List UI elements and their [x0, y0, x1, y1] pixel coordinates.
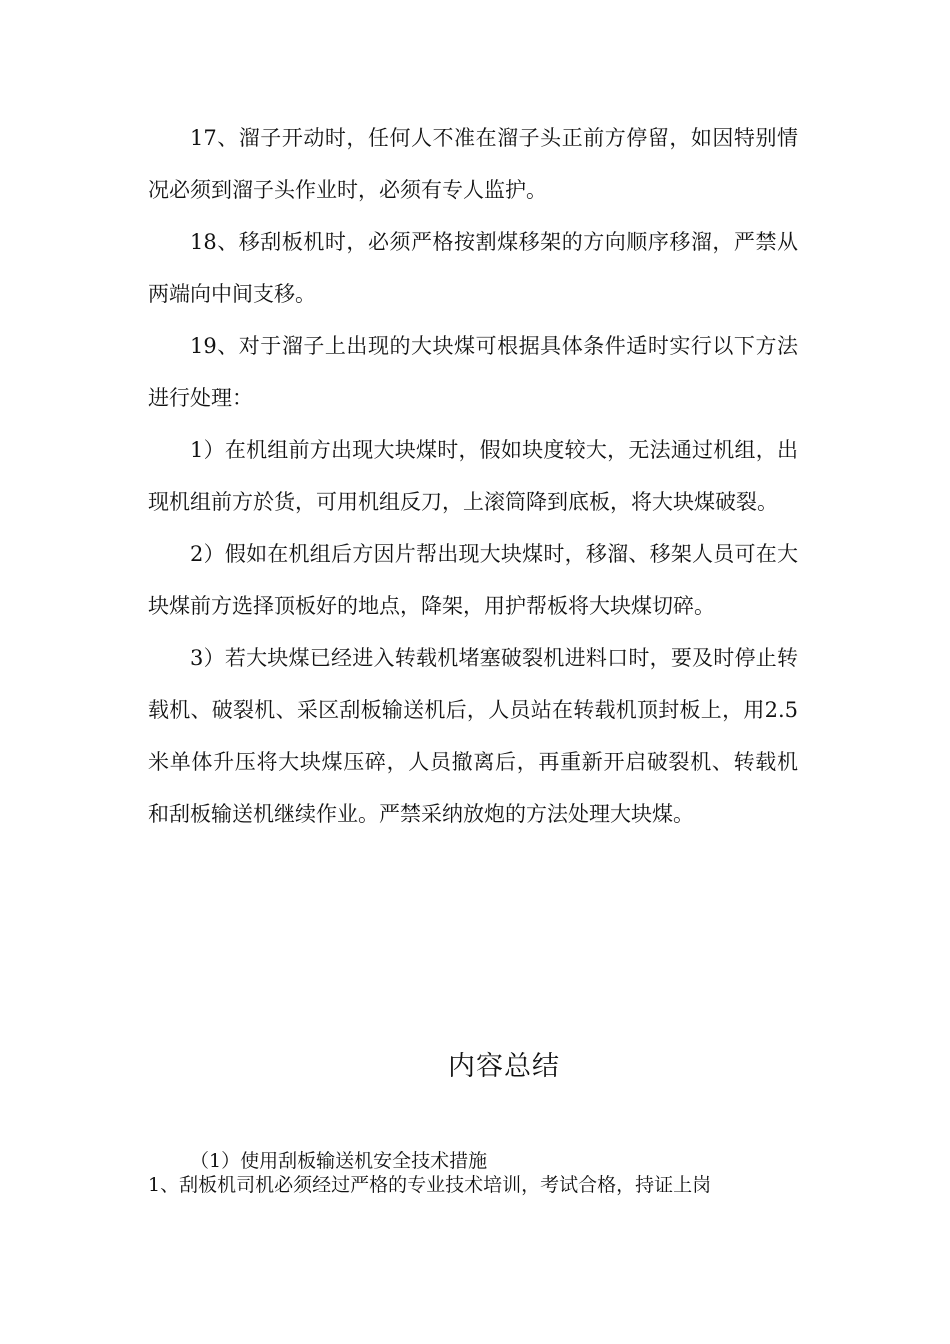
paragraph-subitem-1: 1）在机组前方出现大块煤时，假如块度较大，无法通过机组，出现机组前方於货，可用机组反刀，上滚筒降到底板，将大块煤破裂。 [148, 438, 798, 514]
paragraph-subitem-3: 3）若大块煤已经进入转载机堵塞破裂机进料口时，要及时停止转载机、破裂机、采区刮板输送机后，人员站在转载机顶封板上，用2.5米单体升压将大块煤压碎，人员撤离后，再重新开启破裂机、转载机和刮板输送机继续作业。严禁采纳放炮的方法处理大块煤。 [148, 646, 798, 826]
summary-title: 内容总结 [448, 1051, 560, 1082]
paragraph-rule-19: 19、对于溜子上出现的大块煤可根据具体条件适时实行以下方法进行处理： [148, 334, 798, 410]
paragraph-rule-18: 18、移刮板机时，必须严格按割煤移架的方向顺序移溜，严禁从两端向中间支移。 [148, 230, 798, 306]
paragraph-subitem-2: 2）假如在机组后方因片帮出现大块煤时，移溜、移架人员可在大块煤前方选择顶板好的地点，降架，用护帮板将大块煤切碎。 [148, 542, 798, 618]
document-body [148, 112, 798, 840]
summary-item: （1）使用刮板输送机安全技术措施 [190, 1150, 488, 1172]
summary-item: 1、刮板机司机必须经过严格的专业技术培训，考试合格，持证上岗 [148, 1174, 712, 1196]
paragraph-rule-17: 17、溜子开动时，任何人不准在溜子头正前方停留，如因特别情况必须到溜子头作业时，必须有专人监护。 [148, 126, 798, 202]
